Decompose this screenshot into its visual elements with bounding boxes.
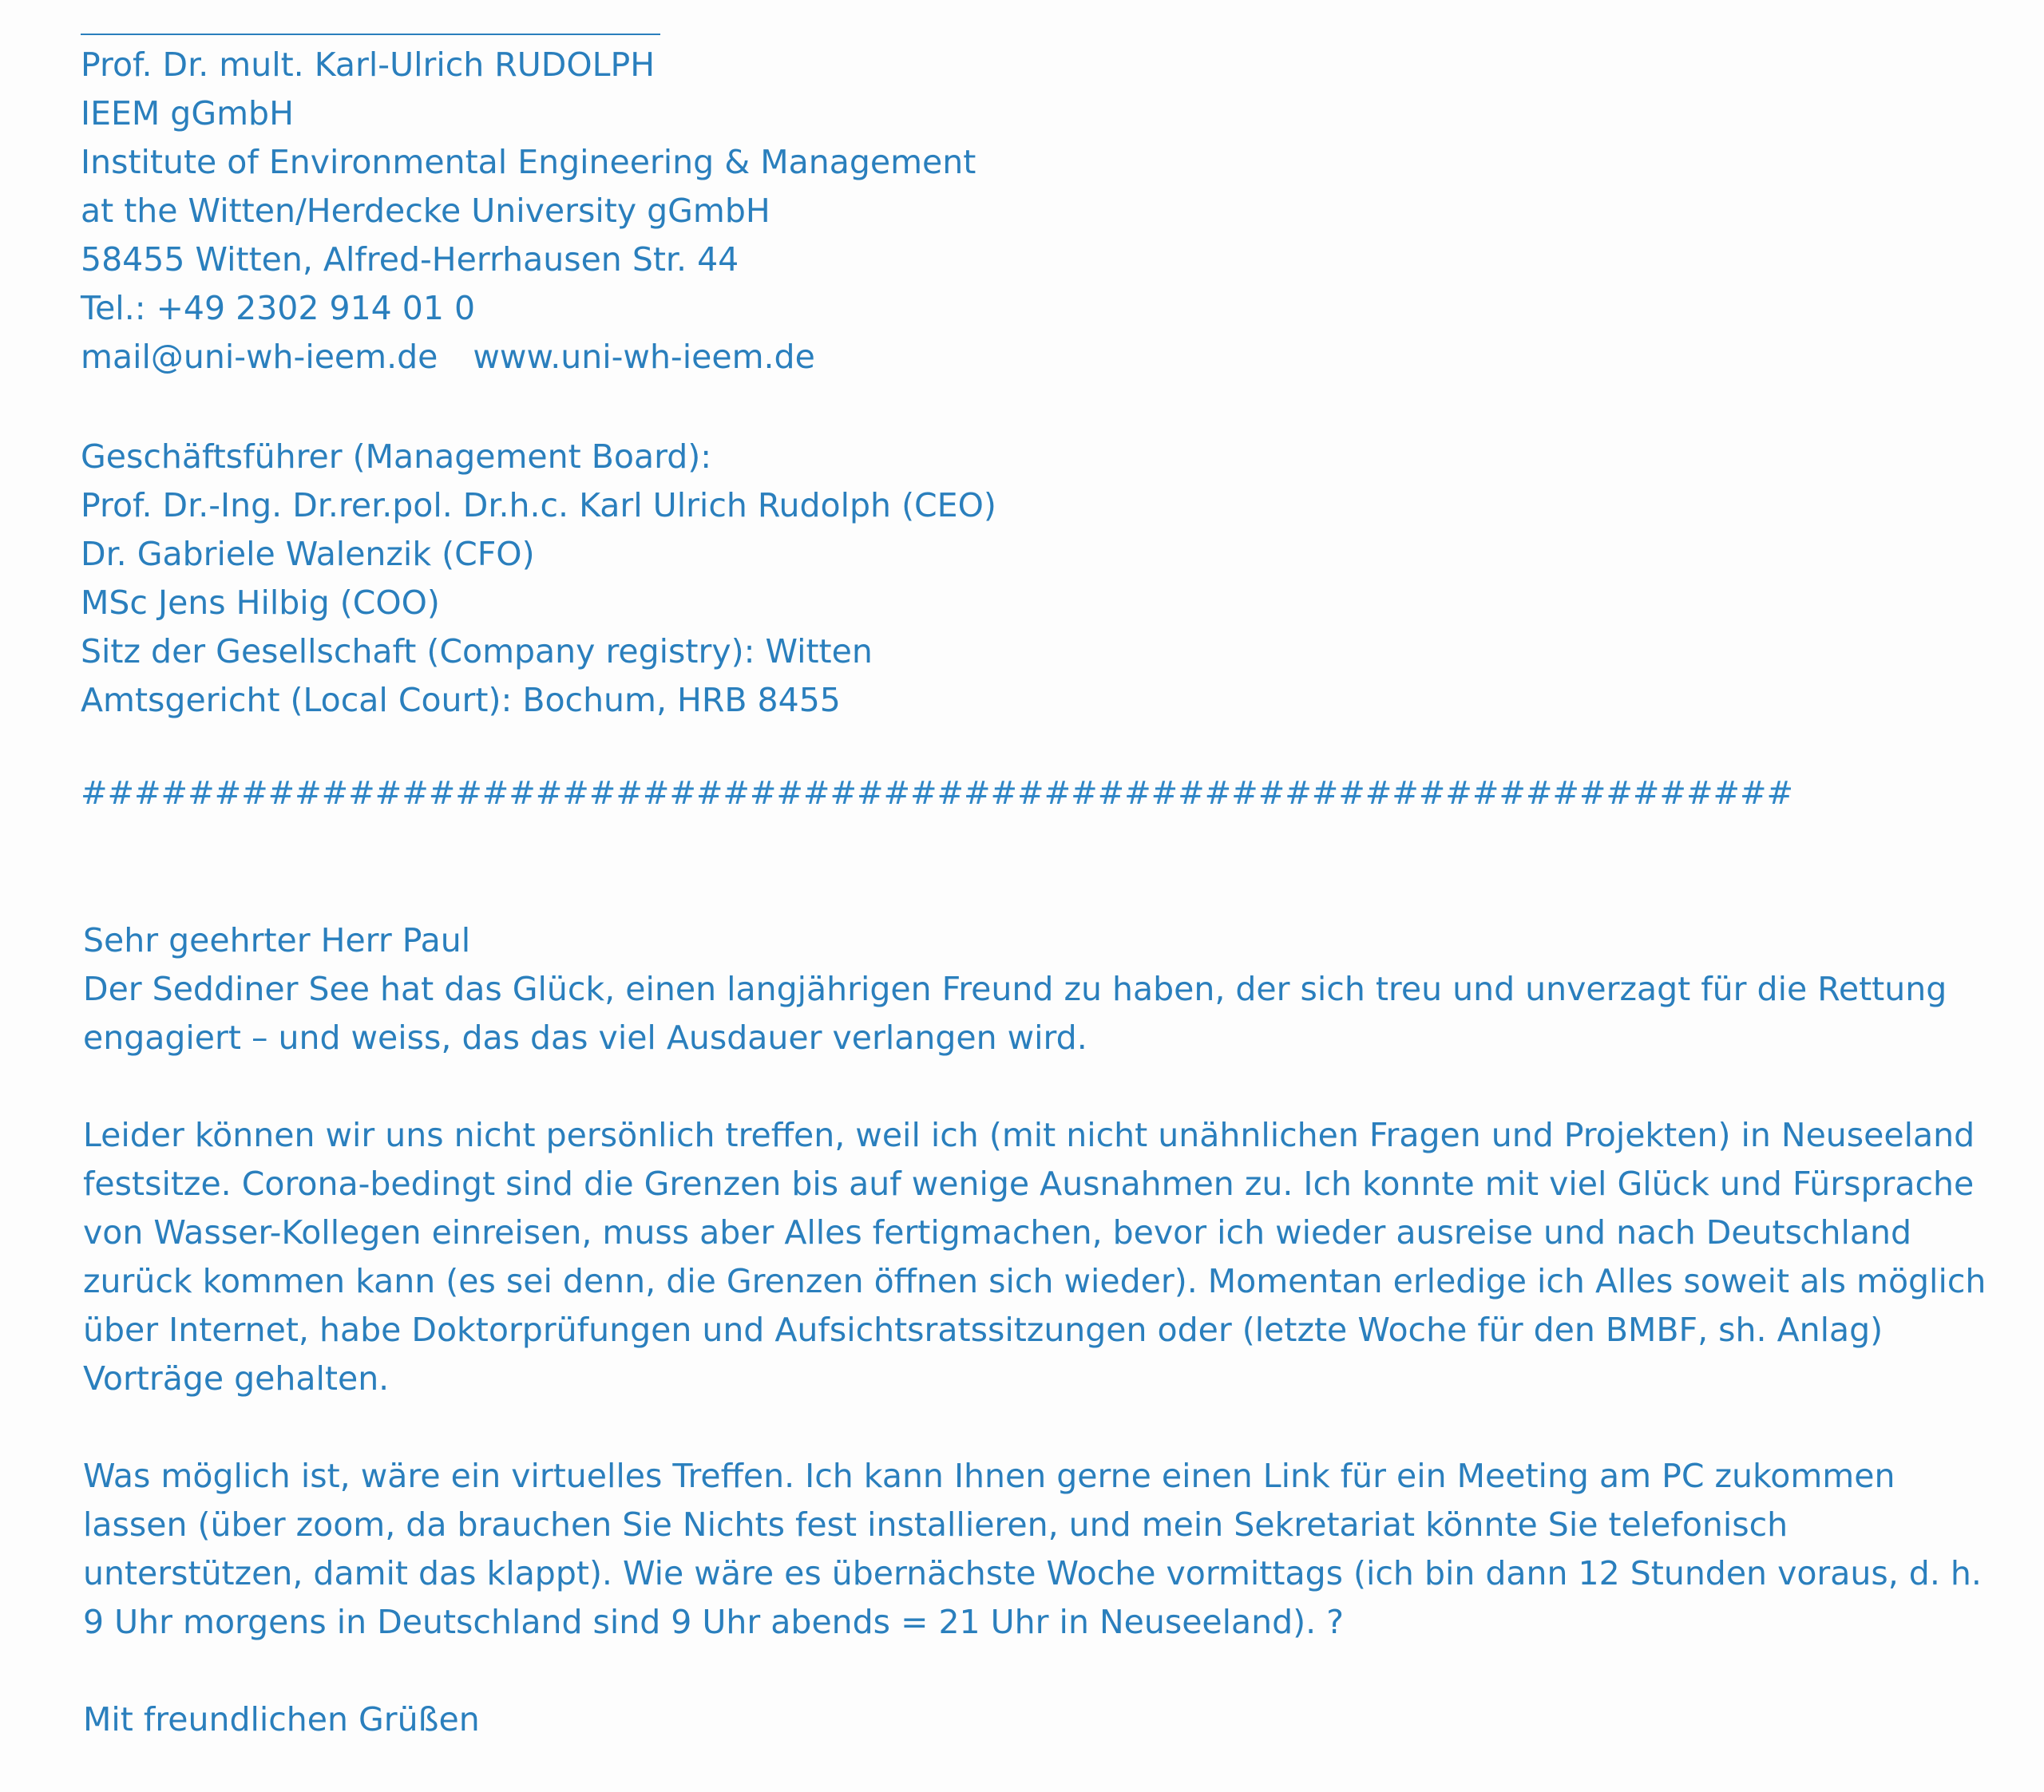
paragraph-3-line-3: unterstützen, damit das klappt). Wie wäre es übernächste Woche vormittags (ich bin dann 12 Stunden voraus, d. h. bbox=[83, 1554, 1982, 1592]
board-registry: Sitz der Gesellschaft (Company registry): Witten bbox=[81, 632, 873, 671]
email-signature bbox=[81, 41, 976, 382]
signature-contact-line bbox=[81, 333, 976, 382]
hash-separator-text: ################################################################ bbox=[81, 775, 1793, 812]
paragraph-3 bbox=[83, 1452, 2015, 1647]
board-court: Amtsgericht (Local Court): Bochum, HRB 8455 bbox=[81, 681, 841, 719]
salutation: Sehr geehrter Herr Paul bbox=[83, 921, 471, 959]
paragraph-opening bbox=[83, 916, 2015, 1062]
paragraph-2 bbox=[83, 1111, 2015, 1403]
paragraph-3-line-1: Was möglich ist, wäre ein virtuelles Treffen. Ich kann Ihnen gerne einen Link für ein Meeting am PC zukommen bbox=[83, 1457, 1895, 1495]
paragraph-closing bbox=[83, 1695, 2015, 1744]
signature-top-rule bbox=[81, 34, 660, 35]
paragraph-1-line-2: engagiert – und weiss, das das viel Ausdauer verlangen wird. bbox=[83, 1019, 1087, 1057]
hash-separator bbox=[81, 769, 1793, 818]
signature-email: mail@uni-wh-ieem.de bbox=[81, 338, 438, 376]
signature-university: at the Witten/Herdecke University gGmbH bbox=[81, 192, 770, 230]
board-heading: Geschäftsführer (Management Board): bbox=[81, 437, 712, 476]
paragraph-2-line-1: Leider können wir uns nicht persönlich treffen, weil ich (mit nicht unähnlichen Fragen und Projekten) in Neuseeland bbox=[83, 1116, 1975, 1154]
signature-phone: Tel.: +49 2302 914 01 0 bbox=[81, 289, 476, 327]
paragraph-3-line-4: 9 Uhr morgens in Deutschland sind 9 Uhr abends = 21 Uhr in Neuseeland). ? bbox=[83, 1603, 1345, 1641]
paragraph-2-line-5: über Internet, habe Doktorprüfungen und Aufsichtsratssitzungen oder (letzte Woche für den BMBF, sh. Anlag) bbox=[83, 1311, 1884, 1349]
letter-body bbox=[83, 916, 2015, 1744]
board-cfo: Dr. Gabriele Walenzik (CFO) bbox=[81, 535, 535, 573]
signature-institute: Institute of Environmental Engineering & Management bbox=[81, 143, 976, 181]
management-board-block bbox=[81, 433, 996, 725]
paragraph-1-line-1: Der Seddiner See hat das Glück, einen langjährigen Freund zu haben, der sich treu und unverzagt für die Rettung bbox=[83, 970, 1947, 1008]
signature-name: Prof. Dr. mult. Karl-Ulrich RUDOLPH bbox=[81, 45, 656, 84]
board-ceo: Prof. Dr.-Ing. Dr.rer.pol. Dr.h.c. Karl Ulrich Rudolph (CEO) bbox=[81, 486, 996, 524]
paragraph-2-line-3: von Wasser-Kollegen einreisen, muss aber Alles fertigmachen, bevor ich wieder ausreise und nach Deutschland bbox=[83, 1213, 1912, 1252]
paragraph-3-line-2: lassen (über zoom, da brauchen Sie Nichts fest installieren, und mein Sekretariat könnte Sie telefonisch bbox=[83, 1505, 1788, 1544]
paragraph-2-line-2: festsitze. Corona-bedingt sind die Grenzen bis auf wenige Ausnahmen zu. Ich konnte mit viel Glück und Fürsprache bbox=[83, 1165, 1975, 1203]
board-coo: MSc Jens Hilbig (COO) bbox=[81, 583, 440, 622]
signature-org: IEEM gGmbH bbox=[81, 94, 294, 133]
paragraph-2-line-6: Vorträge gehalten. bbox=[83, 1359, 390, 1398]
closing: Mit freundlichen Grüßen bbox=[83, 1700, 480, 1739]
signature-address: 58455 Witten, Alfred-Herrhausen Str. 44 bbox=[81, 240, 739, 279]
paragraph-2-line-4: zurück kommen kann (es sei denn, die Grenzen öffnen sich wieder). Momentan erledige ich Alles soweit als möglich bbox=[83, 1262, 1987, 1300]
signature-website: www.uni-wh-ieem.de bbox=[473, 338, 815, 376]
